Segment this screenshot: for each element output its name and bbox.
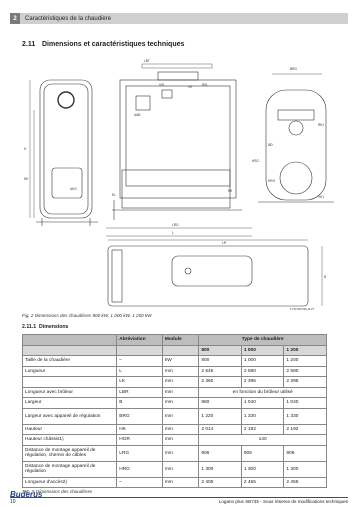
row-value: 906 (199, 445, 242, 461)
label-od: ØD (268, 143, 273, 147)
table-row (23, 356, 327, 367)
row-abbr: B (117, 398, 163, 409)
row-value: 2 580 (241, 366, 284, 377)
table-subheader-row (23, 345, 327, 356)
label-ako: AKO (70, 187, 77, 191)
label-l: L (172, 231, 174, 235)
label-lrg: LRG (172, 223, 179, 227)
row-abbr: HK (117, 424, 163, 435)
technical-drawing (22, 50, 348, 312)
table-row (23, 435, 327, 446)
type-1200: 1 200 (284, 345, 327, 356)
row-label: Longueur d'accès2) (23, 477, 117, 488)
dimensions-table (22, 334, 327, 488)
row-unit: mm (162, 387, 198, 398)
table-caption: Tab. 5 Dimensions des chaudières (22, 489, 93, 494)
figure-caption: Fig. 2 Dimensions des chaudières 800 kW, 1 000 kW, 1 200 kW (22, 313, 152, 318)
section-number: 2.11 (22, 41, 36, 48)
label-h: H (24, 147, 27, 151)
row-value: 906 (241, 445, 284, 461)
footer-divider (10, 497, 348, 498)
row-merged-value: 140 (199, 435, 327, 446)
subsection-title-text: Dimensions (39, 324, 69, 330)
subsection-number: 2.11.1 (22, 324, 37, 330)
header-cell-blank (23, 335, 117, 346)
row-value: 2 405 (199, 477, 242, 488)
row-value: 1 200 (284, 356, 327, 367)
row-label: Longueur avec brûleur (23, 387, 117, 398)
label-lbt: LBT (144, 59, 150, 63)
row-label: Hauteur châssis1) (23, 435, 117, 446)
page-number: 10 (10, 499, 16, 505)
row-value: 1 330 (241, 408, 284, 424)
label-rsl: RSL (202, 83, 209, 87)
row-label: Largeur avec appareil de régulation (23, 408, 117, 424)
row-abbr: – (117, 477, 163, 488)
row-abbr: HGR (117, 435, 163, 446)
label-vsl: VSL (159, 83, 166, 87)
row-value: 2 455 (284, 477, 327, 488)
label-hk: HK (24, 177, 29, 181)
table-row (23, 445, 327, 461)
header-cell-type: Type de chaudière (199, 335, 327, 346)
type-800: 800 (199, 345, 242, 356)
row-unit: mm (162, 377, 198, 388)
row-label (23, 377, 117, 388)
label-vk: VK (188, 85, 193, 89)
table-row (23, 408, 327, 424)
row-abbr: HRG (117, 461, 163, 477)
row-value: 2 580 (284, 366, 327, 377)
row-merged-value: en fonction du brûleur utilisé (199, 387, 327, 398)
label-b: B (324, 275, 327, 279)
row-value: 1 040 (284, 398, 327, 409)
table-row (23, 461, 327, 477)
label-brg: BRG (290, 67, 297, 71)
row-label: Longueur (23, 366, 117, 377)
row-value: 800 (199, 356, 242, 367)
header-cell-abbr: Abréviation (117, 335, 163, 346)
row-value: 1 300 (284, 461, 327, 477)
row-value: 1 330 (284, 408, 327, 424)
row-value: 1 040 (241, 398, 284, 409)
row-value: 2 545 (199, 366, 242, 377)
row-abbr: L (117, 366, 163, 377)
label-rk1: RK1 (318, 123, 325, 127)
chapter-title: Caractéristiques de la chaudière (25, 15, 112, 22)
row-unit: mm (162, 366, 198, 377)
row-unit: mm (162, 424, 198, 435)
row-value: 2 395 (241, 377, 284, 388)
subsection-title (22, 324, 68, 330)
header-cell-unit: Module (162, 335, 198, 346)
section-title-text: Dimensions et caractéristiques techniques (42, 41, 185, 48)
table-row (23, 366, 327, 377)
row-unit: kW (162, 356, 198, 367)
label-el: EL (112, 193, 116, 197)
row-label: Hauteur (23, 424, 117, 435)
row-value: 2 360 (199, 377, 242, 388)
row-value: 2 192 (241, 424, 284, 435)
row-value: 906 (284, 445, 327, 461)
row-label: Distance de montage appareil de régulation (23, 461, 117, 477)
row-value: 2 395 (284, 377, 327, 388)
row-value: 1 220 (199, 408, 242, 424)
label-rk: RK (228, 189, 233, 193)
footer-text: Logano plus SB745 - Sous réserve de modifications techniques (218, 499, 348, 504)
row-value: 1 000 (241, 356, 284, 367)
row-value: 960 (199, 398, 242, 409)
table-row (23, 477, 327, 488)
row-abbr: LRG (117, 445, 163, 461)
row-abbr: BRG (117, 408, 163, 424)
row-unit: mm (162, 408, 198, 424)
row-unit: mm (162, 477, 198, 488)
table-header-row (23, 335, 327, 346)
table-row (23, 377, 327, 388)
table-row (23, 398, 327, 409)
row-label: Taille de la chaudière (23, 356, 117, 367)
row-value: 1 300 (241, 461, 284, 477)
label-aab: AAB (134, 113, 141, 117)
row-unit: mm (162, 461, 198, 477)
section-title (22, 41, 184, 48)
row-label: Distance de montage appareil de régulation, chemin de câbles (23, 445, 117, 461)
label-hsg: HSG (252, 159, 259, 163)
row-value: 1 300 (199, 461, 242, 477)
row-value: 2 455 (241, 477, 284, 488)
chapter-number: 2 (10, 13, 20, 24)
label-hrg: HRG (268, 179, 276, 183)
row-abbr: – (117, 356, 163, 367)
table-row (23, 387, 327, 398)
table-row (23, 424, 327, 435)
row-value: 2 192 (284, 424, 327, 435)
type-1000: 1 000 (241, 345, 284, 356)
row-unit: mm (162, 398, 198, 409)
label-vk1: VK1 (318, 195, 325, 199)
row-label: Largeur (23, 398, 117, 409)
brand-logo: Buderus (10, 490, 43, 499)
row-value: 2 014 (199, 424, 242, 435)
label-lr: LR (222, 241, 227, 245)
row-unit: mm (162, 445, 198, 461)
row-abbr: LK (117, 377, 163, 388)
row-unit: mm (162, 435, 198, 446)
drawing-code: 6 720 648 003-16.2T (290, 308, 315, 311)
chapter-header (10, 13, 348, 24)
row-abbr: LBR (117, 387, 163, 398)
